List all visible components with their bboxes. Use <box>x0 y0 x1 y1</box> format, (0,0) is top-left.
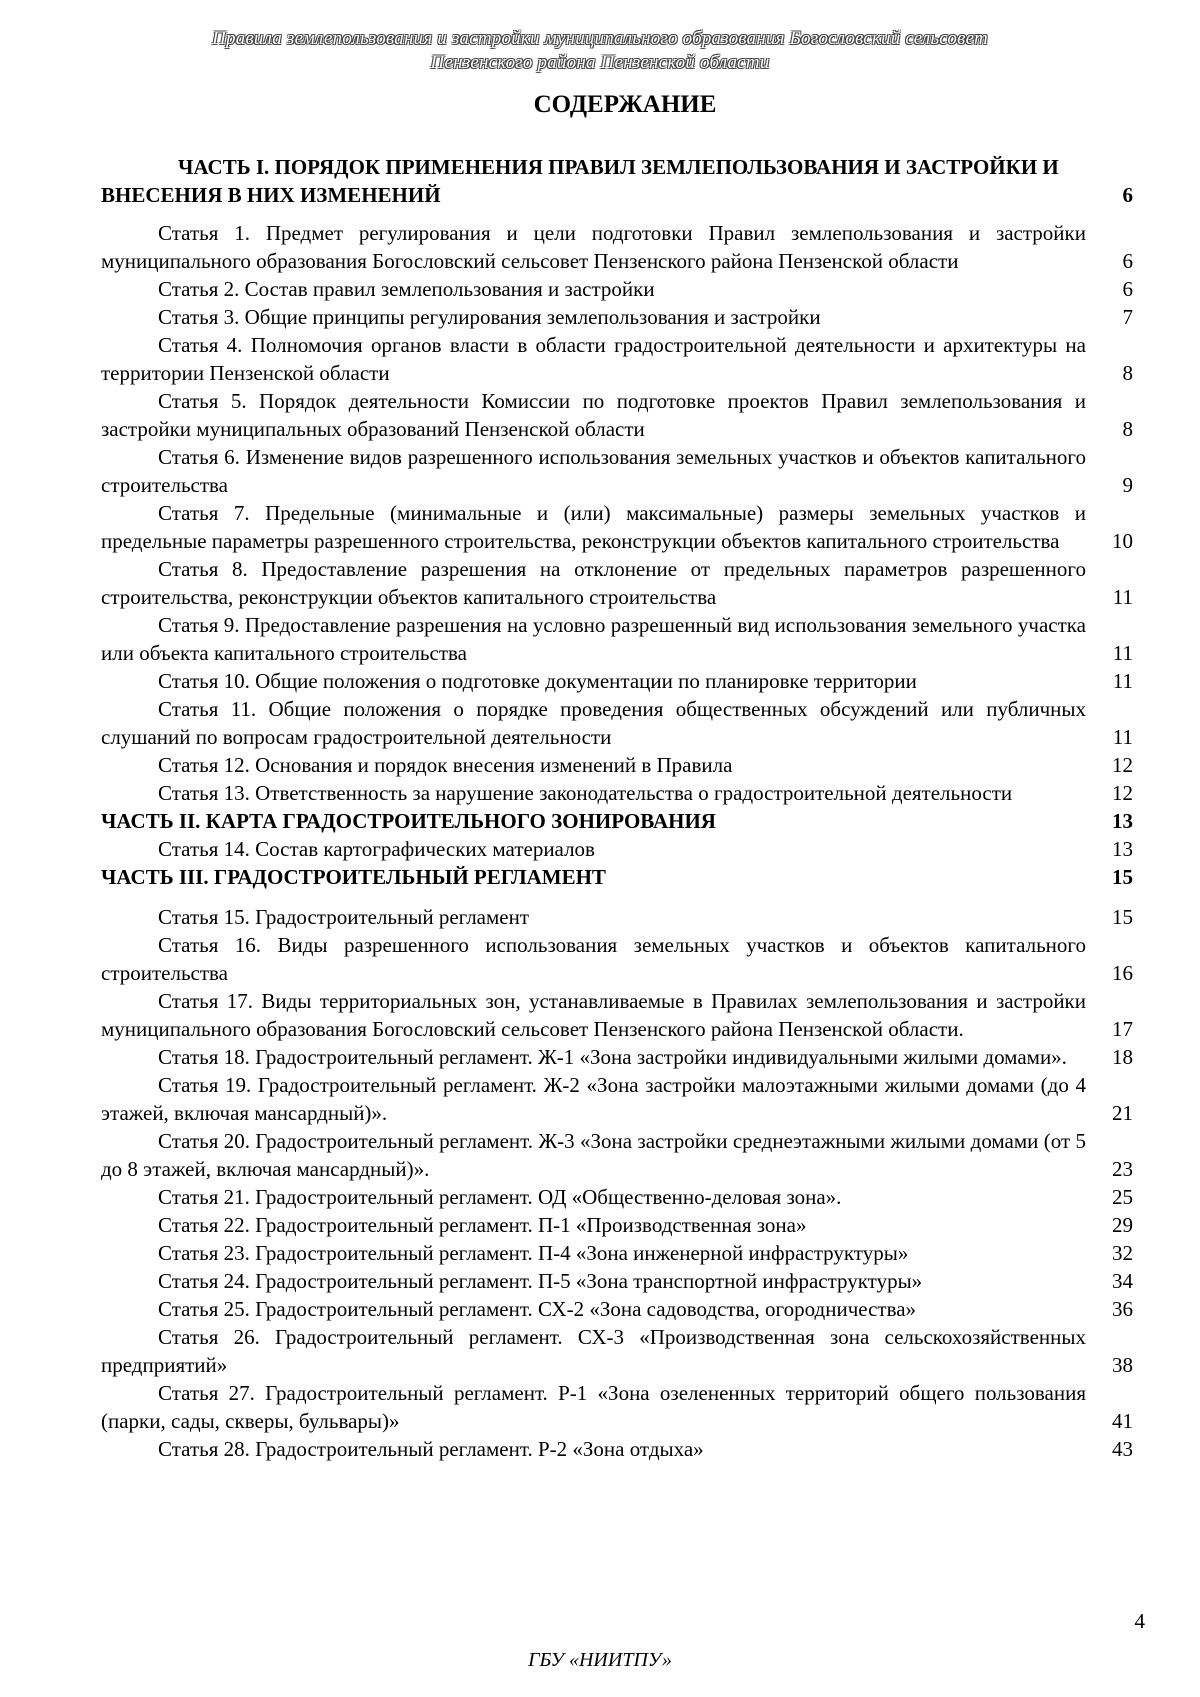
toc-entry-page: 12 <box>1112 753 1133 777</box>
toc-entry-title: Статья 4. Полномочия органов власти в области градостроительной деятельности и архитектуры на территории Пензенской области <box>101 333 1086 385</box>
toc-entry[interactable] <box>101 1211 1133 1239</box>
toc-entry-page: 23 <box>1112 1157 1133 1181</box>
toc-entry[interactable] <box>101 695 1133 751</box>
toc-entry-title: Статья 10. Общие положения о подготовке документации по планировке территории <box>158 669 917 693</box>
toc-entry-title: Статья 8. Предоставление разрешения на отклонение от предельных параметров разрешенного строительства, реконструкции объектов капитального строительства <box>101 557 1086 609</box>
toc-entry[interactable] <box>101 275 1133 303</box>
toc-entry-title: Статья 19. Градостроительный регламент. Ж-2 «Зона застройки малоэтажными жилыми домами (до 4 этажей, включая мансардный)». <box>101 1073 1086 1125</box>
toc-entry-page: 6 <box>1122 277 1133 301</box>
table-of-contents <box>101 153 1133 1463</box>
toc-entry-title: Статья 13. Ответственность за нарушение законодательства о градостроительной деятельности <box>158 781 1013 805</box>
toc-entry-title: Статья 23. Градостроительный регламент. П-4 «Зона инженерной инфраструктуры» <box>158 1241 909 1265</box>
toc-entry-page: 11 <box>1112 669 1133 693</box>
toc-entry-page: 13 <box>1112 837 1133 861</box>
toc-entry[interactable] <box>101 667 1133 695</box>
toc-entry-title: Статья 16. Виды разрешенного использования земельных участков и объектов капитального строительства <box>101 933 1086 985</box>
toc-entry-title: Статья 3. Общие принципы регулирования землепользования и застройки <box>158 305 821 329</box>
toc-entry-title: Статья 2. Состав правил землепользования и застройки <box>158 277 655 301</box>
toc-entry-title: Статья 18. Градостроительный регламент. Ж-1 «Зона застройки индивидуальными жилыми домами». <box>158 1045 1067 1069</box>
toc-entry-page: 32 <box>1112 1241 1133 1265</box>
toc-entry-page: 21 <box>1112 1101 1133 1125</box>
toc-entry-page: 15 <box>1112 905 1133 929</box>
page-number: 4 <box>1134 1609 1145 1633</box>
toc-entry-page: 11 <box>1112 725 1133 749</box>
toc-part-2-articles <box>101 835 1133 863</box>
toc-entry[interactable] <box>101 611 1133 667</box>
toc-entry[interactable] <box>101 1183 1133 1211</box>
toc-entry-title: Статья 20. Градостроительный регламент. Ж-3 «Зона застройки среднеэтажными жилыми домами (от 5 до 8 этажей, включая мансардный)». <box>101 1129 1086 1181</box>
toc-entry-title: Статья 11. Общие положения о порядке проведения общественных обсуждений или публичных слушаний по вопросам градостроительной деятельности <box>101 697 1086 749</box>
toc-entry-title: Статья 22. Градостроительный регламент. П-1 «Производственная зона» <box>158 1213 807 1237</box>
toc-entry-page: 9 <box>1122 473 1133 497</box>
toc-entry-page: 25 <box>1112 1185 1133 1209</box>
toc-entry-page: 36 <box>1112 1297 1133 1321</box>
toc-entry[interactable] <box>101 303 1133 331</box>
toc-entry[interactable] <box>101 835 1133 863</box>
toc-part-3-articles <box>101 903 1133 1463</box>
toc-entry-page: 8 <box>1122 361 1133 385</box>
toc-part-3-page: 15 <box>1112 865 1133 889</box>
toc-entry-title: Статья 28. Градостроительный регламент. Р-2 «Зона отдыха» <box>158 1437 704 1461</box>
toc-entry-page: 17 <box>1112 1017 1133 1041</box>
toc-entry-page: 10 <box>1112 529 1133 553</box>
toc-entry-page: 12 <box>1112 781 1133 805</box>
toc-entry-page: 34 <box>1112 1269 1133 1293</box>
toc-entry-title: Статья 1. Предмет регулирования и цели подготовки Правил землепользования и застройки муниципального образования Богословский сельсовет Пензенского района Пензенской области <box>101 221 1086 273</box>
toc-entry[interactable] <box>101 903 1133 931</box>
toc-entry[interactable] <box>101 1295 1133 1323</box>
toc-entry[interactable] <box>101 331 1133 387</box>
toc-entry-page: 7 <box>1122 305 1133 329</box>
toc-entry[interactable] <box>101 219 1133 275</box>
toc-entry-title: Статья 17. Виды территориальных зон, устанавливаемые в Правилах землепользования и застройки муниципального образования Богословский сельсовет Пензенского района Пензенской области. <box>101 989 1086 1041</box>
toc-entry-title: Статья 24. Градостроительный регламент. П-5 «Зона транспортной инфраструктуры» <box>158 1269 923 1293</box>
toc-entry-title: Статья 5. Порядок деятельности Комиссии по подготовке проектов Правил землепользования и застройки муниципальных образований Пензенской области <box>101 389 1086 441</box>
toc-entry[interactable] <box>101 751 1133 779</box>
toc-entry[interactable] <box>101 387 1133 443</box>
toc-part-2-title: ЧАСТЬ II. КАРТА ГРАДОСТРОИТЕЛЬНОГО ЗОНИРОВАНИЯ <box>101 809 716 833</box>
toc-entry[interactable] <box>101 1323 1133 1379</box>
toc-entry-title: Статья 14. Состав картографических материалов <box>158 837 595 861</box>
toc-entry-page: 11 <box>1112 585 1133 609</box>
toc-entry-title: Статья 6. Изменение видов разрешенного использования земельных участков и объектов капитального строительства <box>101 445 1086 497</box>
toc-entry-page: 38 <box>1112 1353 1133 1377</box>
toc-entry[interactable] <box>101 555 1133 611</box>
toc-entry-page: 6 <box>1122 249 1133 273</box>
toc-entry-title: Статья 7. Предельные (минимальные и (или) максимальные) размеры земельных участков и предельные параметры разрешенного строительства, реконструкции объектов капитального строительства <box>101 501 1086 553</box>
toc-entry[interactable] <box>101 1267 1133 1295</box>
footer-organization: ГБУ «НИИТПУ» <box>528 1649 672 1671</box>
toc-entry[interactable] <box>101 1043 1133 1071</box>
toc-entry-title: Статья 26. Градостроительный регламент. СХ-3 «Производственная зона сельскохозяйственных предприятий» <box>101 1325 1086 1377</box>
toc-entry-title: Статья 27. Градостроительный регламент. Р-1 «Зона озелененных территорий общего пользования (парки, сады, скверы, бульвары)» <box>101 1381 1086 1433</box>
toc-entry[interactable] <box>101 1239 1133 1267</box>
running-header <box>0 27 1200 75</box>
toc-part-3-title: ЧАСТЬ III. ГРАДОСТРОИТЕЛЬНЫЙ РЕГЛАМЕНТ <box>101 865 606 889</box>
toc-entry-title: Статья 21. Градостроительный регламент. ОД «Общественно-деловая зона». <box>158 1185 842 1209</box>
toc-entry-title: Статья 12. Основания и порядок внесения изменений в Правила <box>158 753 733 777</box>
toc-entry-page: 29 <box>1112 1213 1133 1237</box>
toc-entry[interactable] <box>101 987 1133 1043</box>
toc-part-2[interactable] <box>101 807 1133 835</box>
running-header-line-2: Пензенского района Пензенской области <box>430 52 770 73</box>
toc-entry-page: 18 <box>1112 1045 1133 1069</box>
toc-entry-title: Статья 25. Градостроительный регламент. СХ-2 «Зона садоводства, огородничества» <box>158 1297 917 1321</box>
toc-entry[interactable] <box>101 499 1133 555</box>
toc-part-1-page: 6 <box>1122 183 1133 207</box>
toc-entry[interactable] <box>101 443 1133 499</box>
toc-entry[interactable] <box>101 1379 1133 1435</box>
toc-part-1-articles <box>101 219 1133 807</box>
toc-entry-title: Статья 9. Предоставление разрешения на условно разрешенный вид использования земельного участка или объекта капитального строительства <box>101 613 1086 665</box>
toc-entry[interactable] <box>101 1127 1133 1183</box>
toc-part-2-page: 13 <box>1112 809 1133 833</box>
toc-entry[interactable] <box>101 931 1133 987</box>
toc-entry-page: 8 <box>1122 417 1133 441</box>
toc-entry[interactable] <box>101 779 1133 807</box>
page-title: СОДЕРЖАНИЕ <box>533 91 717 118</box>
toc-entry-page: 16 <box>1112 961 1133 985</box>
toc-part-1[interactable] <box>101 153 1133 209</box>
toc-part-1-title: ЧАСТЬ I. ПОРЯДОК ПРИМЕНЕНИЯ ПРАВИЛ ЗЕМЛЕПОЛЬЗОВАНИЯ И ЗАСТРОЙКИ И ВНЕСЕНИЯ В НИХ ИЗМЕНЕНИЙ <box>101 155 1059 207</box>
toc-entry-page: 11 <box>1112 641 1133 665</box>
toc-part-3[interactable] <box>101 863 1133 891</box>
toc-entry[interactable] <box>101 1071 1133 1127</box>
running-header-line-1: Правила землепользования и застройки муниципального образования Богословский сельсовет <box>212 28 988 49</box>
toc-entry-page: 41 <box>1112 1409 1133 1433</box>
toc-entry[interactable] <box>101 1435 1133 1463</box>
toc-entry-title: Статья 15. Градостроительный регламент <box>158 905 530 929</box>
toc-entry-page: 43 <box>1112 1437 1133 1461</box>
